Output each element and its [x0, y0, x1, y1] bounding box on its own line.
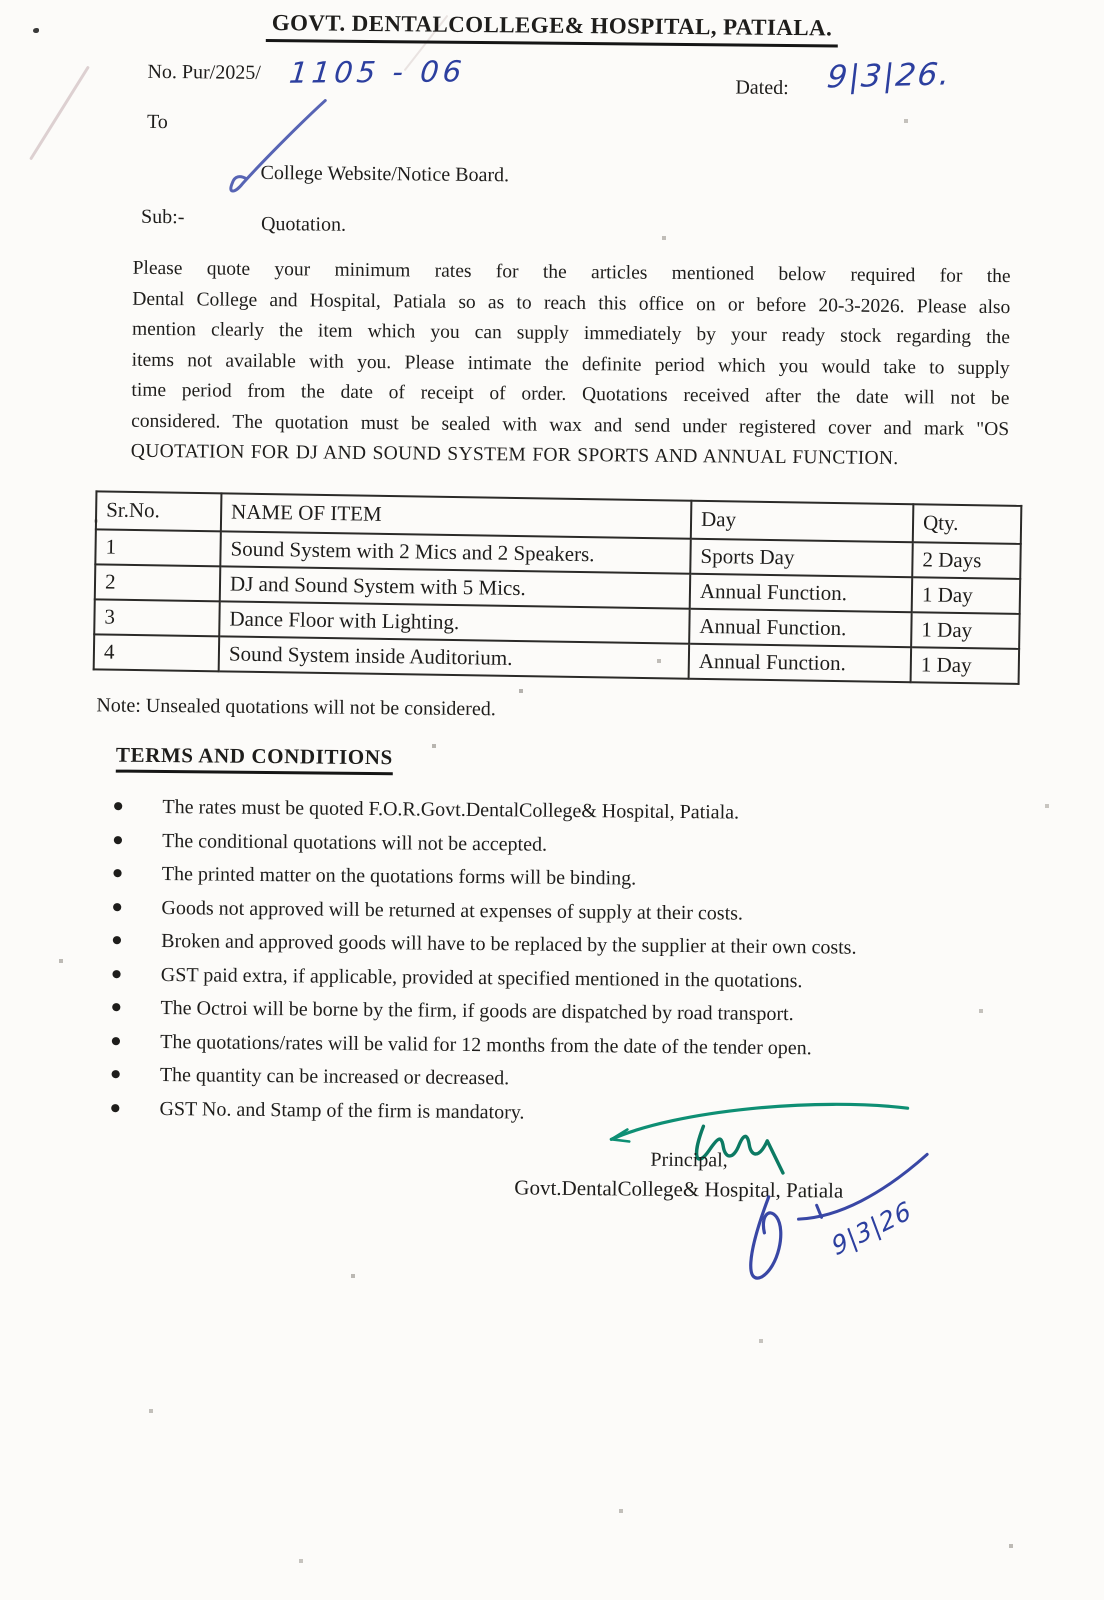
terms-item — [109, 929, 1009, 963]
terms-item — [109, 895, 1009, 929]
note-line: Note: Unsealed quotations will not be considered. — [96, 694, 496, 721]
recipient-line: College Website/Notice Board. — [260, 161, 510, 187]
terms-item — [110, 828, 1010, 862]
cell-sr: 2 — [95, 564, 221, 601]
subject-label: Sub:- — [141, 205, 185, 229]
terms-item — [108, 1029, 1008, 1063]
cell-day: Sports Day — [690, 539, 913, 577]
cell-item: Sound System inside Auditorium. — [219, 636, 689, 678]
terms-item-text: The Octroi will be borne by the firm, if goods are dispatched by road transport. — [160, 997, 794, 1026]
to-label: To — [146, 110, 168, 134]
terms-item-text: Broken and approved goods will have to be replaced by the supplier at their own costs. — [161, 930, 857, 959]
terms-item-text: The rates must be quoted F.O.R.Govt.DentalCollege& Hospital, Patiala. — [162, 796, 740, 824]
terms-item — [108, 996, 1008, 1030]
signature-title: Principal, — [650, 1148, 728, 1172]
cell-qty: 1 Day — [911, 612, 1020, 649]
terms-item — [110, 862, 1010, 896]
bullet-icon: ● — [112, 795, 125, 817]
date-handwritten: 9|3|26. — [825, 56, 954, 96]
cell-sr: 4 — [94, 634, 220, 671]
terms-item-text: GST No. and Stamp of the firm is mandatory. — [159, 1097, 525, 1124]
terms-item — [109, 962, 1009, 996]
body-line: Please quote your minimum rates for the articles mentioned below required for the — [132, 257, 1011, 288]
reference-label: No. Pur/2025/ — [147, 60, 261, 84]
signature-date-handwritten: 9|3|26 — [827, 1195, 916, 1262]
cell-item: Dance Floor with Lighting. — [219, 601, 689, 643]
terms-heading: TERMS AND CONDITIONS — [116, 743, 393, 776]
terms-list — [107, 795, 1010, 1139]
terms-item-text: GST paid extra, if applicable, provided at specified mentioned in the quotations. — [160, 963, 803, 992]
table-header-cell: Qty. — [913, 504, 1022, 544]
bullet-icon: ● — [111, 896, 124, 918]
header — [0, 7, 1104, 50]
bullet-icon: ● — [111, 862, 124, 884]
bullet-icon: ● — [110, 963, 123, 985]
terms-item-text: The conditional quotations will not be accepted. — [162, 829, 548, 856]
table-header-cell: Sr.No. — [96, 491, 222, 531]
blue-signature-ink — [716, 1144, 957, 1296]
bullet-icon: ● — [111, 929, 123, 951]
dated-label: Dated: — [735, 76, 789, 99]
table-header-cell: NAME OF ITEM — [221, 493, 692, 538]
cell-day: Annual Function. — [689, 609, 912, 647]
document-title: GOVT. DENTALCOLLEGE& HOSPITAL, PATIALA. — [266, 10, 839, 47]
cell-qty: 1 Day — [912, 577, 1021, 614]
body-line: considered. The quotation must be sealed with wax and send under registered cover and mark "OS — [131, 410, 1010, 440]
cell-qty: 2 Days — [912, 542, 1021, 579]
cell-day: Annual Function. — [690, 574, 913, 612]
cell-day: Annual Function. — [689, 644, 912, 682]
cell-sr: 1 — [95, 529, 221, 566]
terms-item-text: The printed matter on the quotations forms will be binding. — [161, 863, 637, 890]
body-line: items not available with you. Please intimate the definite period which you would take to supply — [131, 349, 1010, 379]
terms-item-text: The quantity can be increased or decreased. — [159, 1064, 510, 1090]
table-body — [94, 529, 1021, 684]
body-paragraph — [131, 254, 1011, 476]
bullet-icon: ● — [110, 996, 123, 1018]
cell-qty: 1 Day — [911, 647, 1020, 684]
terms-item-text: Goods not approved will be returned at expenses of supply at their costs. — [161, 896, 744, 925]
bullet-icon: ● — [109, 1063, 122, 1085]
cell-item: DJ and Sound System with 5 Mics. — [220, 566, 690, 608]
bullet-icon: ● — [110, 1030, 122, 1052]
subject-text: Quotation. — [260, 212, 347, 236]
body-line: time period from the date of receipt of order. Quotations received after the date will not be — [131, 379, 1010, 410]
items-table — [93, 490, 1023, 685]
terms-item — [110, 795, 1010, 829]
body-line: mention clearly the item which you can supply immediately by your ready stock regarding the — [131, 318, 1011, 349]
cell-item: Sound System with 2 Mics and 2 Speakers. — [220, 531, 690, 573]
reference-number-handwritten: 1105 - 06 — [287, 54, 467, 90]
bullet-icon: ● — [112, 829, 124, 851]
table-header-cell: Day — [691, 501, 914, 542]
terms-item-text: The quotations/rates will be valid for 12 months from the date of the tender open. — [160, 1030, 812, 1059]
bullet-icon: ● — [109, 1097, 122, 1119]
signature-organization: Govt.DentalCollege& Hospital, Patiala — [514, 1175, 844, 1203]
cell-sr: 3 — [94, 599, 220, 636]
body-line: QUOTATION FOR DJ AND SOUND SYSTEM FOR SPORTS AND ANNUAL FUNCTION. — [130, 440, 899, 470]
body-line: Dental College and Hospital, Patiala so as to reach this office on or before 20-3-2026. Please also — [132, 288, 1011, 318]
